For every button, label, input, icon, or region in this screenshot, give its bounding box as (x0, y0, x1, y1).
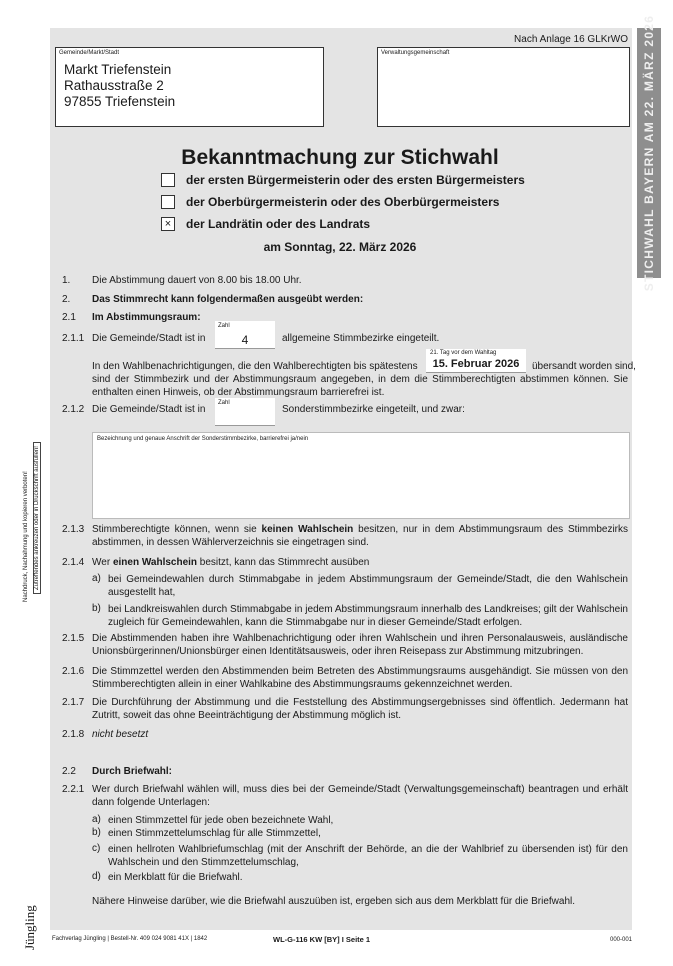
text-part: besitzen, nur in dem Abstimmungsraum des Stimmbezirks abstimmen, in dessen Wählerverzeichnis sie eingetragen sind. (92, 524, 628, 549)
section-text: Die Durchführung der Abstimmung und die Feststellung des Abstimmungsergebnisses sind öffentlich. Jedermann hat Zutritt, soweit das ohne Beeinträchtigung der Abstimmung möglich ist. (92, 697, 628, 722)
checkbox-lord-mayor[interactable] (161, 195, 175, 209)
field-value: 4 (241, 333, 249, 347)
option-label-district-administrator: der Landrätin oder des Landrats (186, 217, 371, 231)
text-emphasis: keinen Wahlschein (261, 524, 354, 535)
publisher-info: Fachverlag Jüngling | Bestell-Nr. 409 024 9081 41X | 1842 (52, 936, 208, 942)
special-districts-box[interactable] (92, 432, 630, 519)
text-part: Stimmberechtigte können, wenn sie (92, 524, 262, 535)
section-text: Die Abstimmung dauert von 8.00 bis 18.00 Uhr. (92, 275, 302, 286)
field-label: 21. Tag vor dem Wahltag (430, 350, 497, 356)
section-text: Sonderstimmbezirke eingeteilt, und zwar: (282, 404, 465, 415)
section-text: Die Gemeinde/Stadt ist in (92, 333, 206, 344)
section-number: 2.1.4 (62, 557, 85, 568)
checkbox-mayor[interactable] (161, 173, 175, 187)
section-number: 1. (62, 275, 71, 286)
section-number: 2. (62, 294, 71, 305)
copyright-note: Nachdruck, Nachahmung und kopieren verboten! (23, 471, 29, 602)
checkbox-district-administrator[interactable]: × (161, 217, 175, 231)
section-text: übersandt worden sind, (532, 361, 636, 372)
field-value: 15. Februar 2026 (432, 358, 520, 370)
section-heading: Das Stimmrecht kann folgendermaßen ausgeübt werden: (92, 294, 364, 305)
section-number: 2.1.5 (62, 633, 85, 644)
municipality-box[interactable] (55, 47, 324, 127)
list-label: b) (92, 827, 101, 838)
section-text: nicht besetzt (92, 729, 149, 740)
field-label: Zahl (218, 400, 230, 406)
list-item: bei Landkreiswahlen durch Stimmabgabe in jedem Abstimmungsraum innerhalb des Landkreises; gilt der Wahlschein zugleich für Gemeindewahlen, kann die Stimmabgabe nur in dieser Gemeinde/Stadt erfolgen. (108, 604, 628, 629)
text-part: besitzt, kann das Stimmrecht ausüben (197, 557, 370, 568)
section-number: 2.2.1 (62, 784, 85, 795)
list-label: b) (92, 603, 101, 614)
list-label: d) (92, 871, 101, 882)
section-number: 2.1.3 (62, 524, 85, 535)
municipality-line: Markt Triefenstein (64, 62, 172, 77)
list-label: a) (92, 814, 101, 825)
municipality-line: 97855 Triefenstein (64, 94, 176, 109)
annex-label: Nach Anlage 16 GLKrWO (514, 34, 628, 45)
section-number: 2.1.6 (62, 666, 85, 677)
section-text: Die Gemeinde/Stadt ist in (92, 404, 206, 415)
section-text: Nähere Hinweise darüber, wie die Briefwahl auszuüben ist, ergeben sich aus dem Merkblatt für die Briefwahl. (92, 896, 576, 907)
side-banner-text: STICHWAHL BAYERN AM 22. MÄRZ 2026 (642, 14, 656, 292)
section-text: sind der Stimmbezirk und der Abstimmungsraum angegeben, in dem die Stimmberechtigten abstimmen können. Sie enthalten einen Hinweis, ob der Abstimmungsraum barrierefrei ist. (92, 374, 628, 399)
field-label: Bezeichnung und genaue Anschrift der Sonderstimmbezirke, barrierefrei ja/nein (97, 436, 309, 442)
option-label-lord-mayor: der Oberbürgermeisterin oder des Oberbürgermeisters (186, 195, 500, 209)
section-text: In den Wahlbenachrichtigungen, die den Wahlberechtigten bis spätestens (92, 361, 418, 372)
general-districts-field[interactable] (215, 321, 275, 349)
list-item: einen Stimmzettelumschlag für alle Stimmzettel, (108, 828, 321, 839)
section-heading: Durch Briefwahl: (92, 766, 173, 777)
list-item: einen Stimmzettel für jede oben bezeichnete Wahl, (108, 815, 334, 826)
section-text: Die Abstimmenden haben ihre Wahlbenachrichtigung oder ihren Wahlschein und ihren Personalausweis, ausländische Unionsbürgerinnen/Unionsbürger einen Identitätsausweis, oder ihren Reisepass zur Abstimmung mitzubringen. (92, 633, 628, 658)
publisher-logo: Jüngling (22, 905, 37, 950)
list-item: bei Gemeindewahlen durch Stimmabgabe in jedem Abstimmungsraum der Gemeinde/Stadt, die den Wahlschein ausgestellt hat, (108, 574, 628, 599)
section-text: allgemeine Stimmbezirke eingeteilt. (282, 333, 440, 344)
list-label: a) (92, 573, 101, 584)
section-number: 2.1.7 (62, 697, 85, 708)
notification-deadline-field[interactable] (426, 349, 526, 373)
text-part: Wer (92, 557, 113, 568)
section-text (92, 556, 628, 569)
option-label-mayor: der ersten Bürgermeisterin oder des ersten Bürgermeisters (186, 173, 525, 187)
section-heading: Im Abstimmungsraum: (92, 312, 201, 323)
section-number: 2.1.1 (62, 333, 85, 344)
form-id: WL-G-116 KW [BY] I Seite 1 (273, 935, 371, 944)
list-item: ein Merkblatt für die Briefwahl. (108, 872, 243, 883)
section-number: 2.1.8 (62, 729, 85, 740)
admin-union-box[interactable] (377, 47, 630, 127)
election-date: am Sonntag, 22. März 2026 (263, 240, 417, 254)
section-number: 2.1 (62, 312, 76, 323)
list-item: einen hellroten Wahlbriefumschlag (mit der Anschrift der Behörde, an die der Wahlbrief zu übersenden ist) für den Wahlschein und den Stimmzettelumschlag, (108, 844, 628, 869)
section-text: Wer durch Briefwahl wählen will, muss dies bei der Gemeinde/Stadt (Verwaltungsgemeinschaft) beantragen und erhält dann folgende Unterlagen: (92, 784, 628, 809)
form-code: 000-001 (610, 937, 633, 943)
municipality-label: Gemeinde/Markt/Stadt (59, 50, 120, 56)
section-text (92, 523, 628, 550)
page-title: Bekanntmachung zur Stichwahl (181, 146, 499, 169)
section-number: 2.1.2 (62, 404, 85, 415)
special-districts-field[interactable] (215, 398, 275, 426)
text-emphasis: einen Wahlschein (112, 557, 198, 568)
section-text: Die Stimmzettel werden den Abstimmenden beim Betreten des Abstimmungsraums ausgehändigt. Sie müssen von den Stimmberechtigten allein in einer Wahlkabine des Abstimmungsraums gekennzeichnet werden. (92, 666, 628, 691)
field-label: Zahl (218, 323, 230, 329)
section-number: 2.2 (62, 766, 76, 777)
admin-union-label: Verwaltungsgemeinschaft (381, 50, 450, 56)
list-label: c) (92, 843, 101, 854)
fill-hint: Zutreffendes ankreuzen oder in Druckschrift ausfüllen! (33, 442, 41, 594)
municipality-line: Rathausstraße 2 (64, 78, 164, 93)
